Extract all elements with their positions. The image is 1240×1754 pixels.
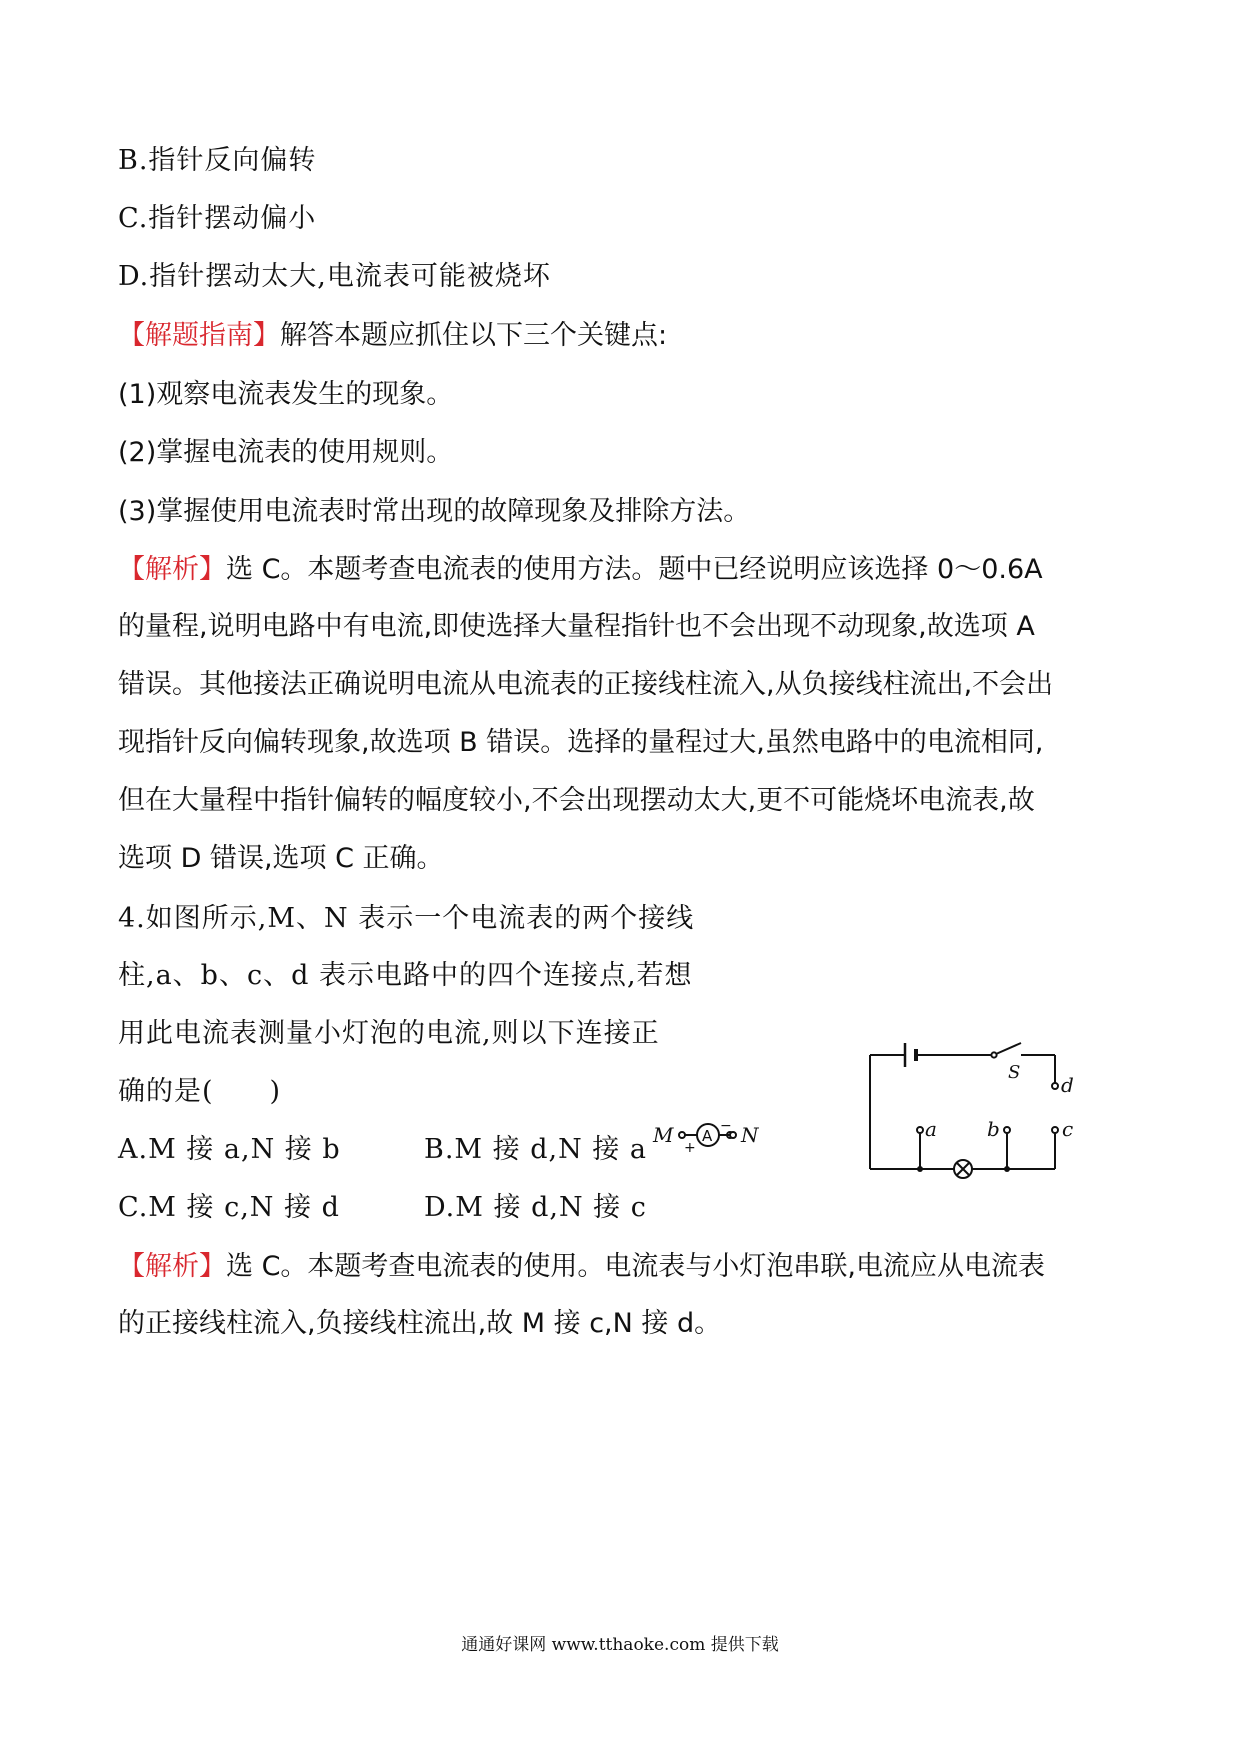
q4-option-a: A.M 接 a,N 接 b <box>118 1134 341 1165</box>
guide-tag: 【解题指南】 <box>118 320 280 351</box>
analysis-line: 但在大量程中指针偏转的幅度较小,不会出现摆动太大,更不可能烧坏电流表,故 <box>118 785 1035 816</box>
analysis-text: 选 C。本题考查电流表的使用。电流表与小灯泡串联,电流应从电流表 <box>226 1251 1046 1282</box>
option-d: D.指针摆动太大,电流表可能被烧坏 <box>118 261 551 292</box>
q4-option-c: C.M 接 c,N 接 d <box>118 1192 340 1223</box>
minus-sign: − <box>720 1118 732 1134</box>
point-d-label: d <box>1061 1073 1074 1097</box>
point-b-label: b <box>987 1117 1000 1141</box>
analysis-tag: 【解析】 <box>118 554 226 585</box>
analysis-tag: 【解析】 <box>118 1251 226 1282</box>
analysis-line <box>118 550 1043 590</box>
analysis-line: 的量程,说明电路中有电流,即使选择大量程指针也不会出现不动现象,故选项 A <box>118 611 1035 642</box>
footer-credit: 通通好课网 www.tthaoke.com 提供下载 <box>461 1635 779 1655</box>
analysis-line: 现指针反向偏转现象,故选项 B 错误。选择的量程过大,虽然电路中的电流相同, <box>118 727 1044 758</box>
question-4-line: 4.如图所示,M、N 表示一个电流表的两个接线 <box>118 903 695 934</box>
q4-option-b: B.M 接 d,N 接 a <box>424 1134 647 1165</box>
guide-heading <box>118 316 667 356</box>
guide-point: (2)掌握电流表的使用规则。 <box>118 437 454 468</box>
guide-point: (3)掌握使用电流表时常出现的故障现象及排除方法。 <box>118 496 751 527</box>
analysis-text: 选 C。本题考查电流表的使用方法。题中已经说明应该选择 0～0.6A <box>226 554 1043 585</box>
point-c-label: c <box>1062 1117 1074 1141</box>
point-a-label: a <box>925 1117 937 1141</box>
terminal-m-label: M <box>653 1123 674 1147</box>
plus-sign: + <box>684 1140 696 1156</box>
analysis-line: 的正接线柱流入,负接线柱流出,故 M 接 c,N 接 d。 <box>118 1308 722 1339</box>
switch-label: S <box>1008 1062 1021 1083</box>
guide-intro: 解答本题应抓住以下三个关键点: <box>280 320 668 351</box>
terminal-n-label: N <box>741 1123 759 1147</box>
analysis-line: 错误。其他接法正确说明电流从电流表的正接线柱流入,从负接线柱流出,不会出 <box>118 669 1054 700</box>
q4-option-d: D.M 接 d,N 接 c <box>424 1192 647 1223</box>
option-c: C.指针摆动偏小 <box>118 203 317 234</box>
circuit-diagram <box>725 1035 1105 1185</box>
guide-point: (1)观察电流表发生的现象。 <box>118 379 454 410</box>
question-4-line: 用此电流表测量小灯泡的电流,则以下连接正 <box>118 1018 660 1049</box>
ammeter-label: A <box>702 1127 713 1145</box>
q4-option-row <box>118 1188 647 1228</box>
ammeter-symbol <box>640 1105 780 1165</box>
question-4-line: 确的是( ) <box>118 1076 282 1107</box>
analysis-line <box>118 1247 1045 1287</box>
analysis-line: 选项 D 错误,选项 C 正确。 <box>118 843 444 874</box>
option-b: B.指针反向偏转 <box>118 145 317 176</box>
question-4-line: 柱,a、b、c、d 表示电路中的四个连接点,若想 <box>118 960 693 991</box>
q4-option-row <box>118 1130 647 1170</box>
